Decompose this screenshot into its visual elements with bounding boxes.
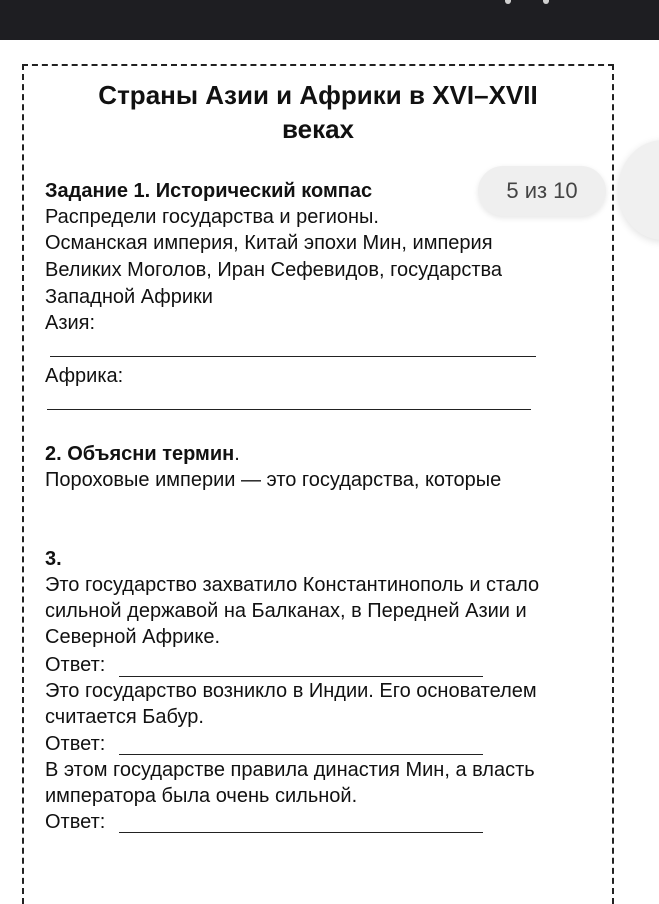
- asia-answer-line[interactable]: [50, 356, 536, 357]
- task2-prompt: Пороховые империи — это государства, которые: [45, 469, 502, 491]
- task3-q3-line-1: В этом государстве правила династия Мин, а власть: [45, 759, 535, 781]
- task2-heading: 2. Объясни термин: [45, 443, 235, 465]
- worksheet-title: [22, 78, 614, 146]
- task1-instruction: Распредели государства и регионы.: [45, 206, 379, 228]
- side-nav-button[interactable]: [618, 140, 659, 240]
- answer-line-1[interactable]: [119, 676, 483, 677]
- answer-line-3[interactable]: [119, 832, 483, 833]
- title-line-1: Страны Азии и Африки в XVI–XVII: [98, 80, 538, 110]
- answer-label-1: Ответ:: [45, 654, 106, 676]
- top-bar: [0, 0, 659, 40]
- task1-items-line-1: Османская империя, Китай эпохи Мин, империя: [45, 232, 493, 254]
- task1-items-line-3: Западной Африки: [45, 286, 213, 308]
- page-indicator: 5 из 10: [478, 166, 606, 216]
- task3-q1-line-1: Это государство захватило Константинополь и стало: [45, 574, 540, 596]
- task2-heading-row: [45, 441, 240, 467]
- task1-heading: Задание 1. Исторический компас: [45, 180, 373, 202]
- asia-label: Азия:: [45, 312, 96, 334]
- top-bar-mark: [543, 0, 549, 4]
- task2-heading-dot: .: [234, 443, 240, 465]
- top-bar-mark: [505, 0, 511, 4]
- answer-line-2[interactable]: [119, 754, 483, 755]
- task3-q1-line-3: Северной Африке.: [45, 626, 221, 648]
- africa-answer-line[interactable]: [47, 409, 531, 410]
- task3-heading: 3.: [45, 548, 62, 570]
- task3-q3-line-2: императора была очень сильной.: [45, 785, 358, 807]
- task3-q1-line-2: сильной державой на Балканах, в Передней Азии и: [45, 600, 527, 622]
- africa-label: Африка:: [45, 365, 124, 387]
- task3-q2-line-1: Это государство возникло в Индии. Его основателем: [45, 680, 537, 702]
- task3-q2-line-2: считается Бабур.: [45, 706, 204, 728]
- answer-label-2: Ответ:: [45, 733, 106, 755]
- answer-label-3: Ответ:: [45, 811, 106, 833]
- task1-items-line-2: Великих Моголов, Иран Сефевидов, государства: [45, 259, 503, 281]
- title-line-2: веках: [281, 114, 355, 144]
